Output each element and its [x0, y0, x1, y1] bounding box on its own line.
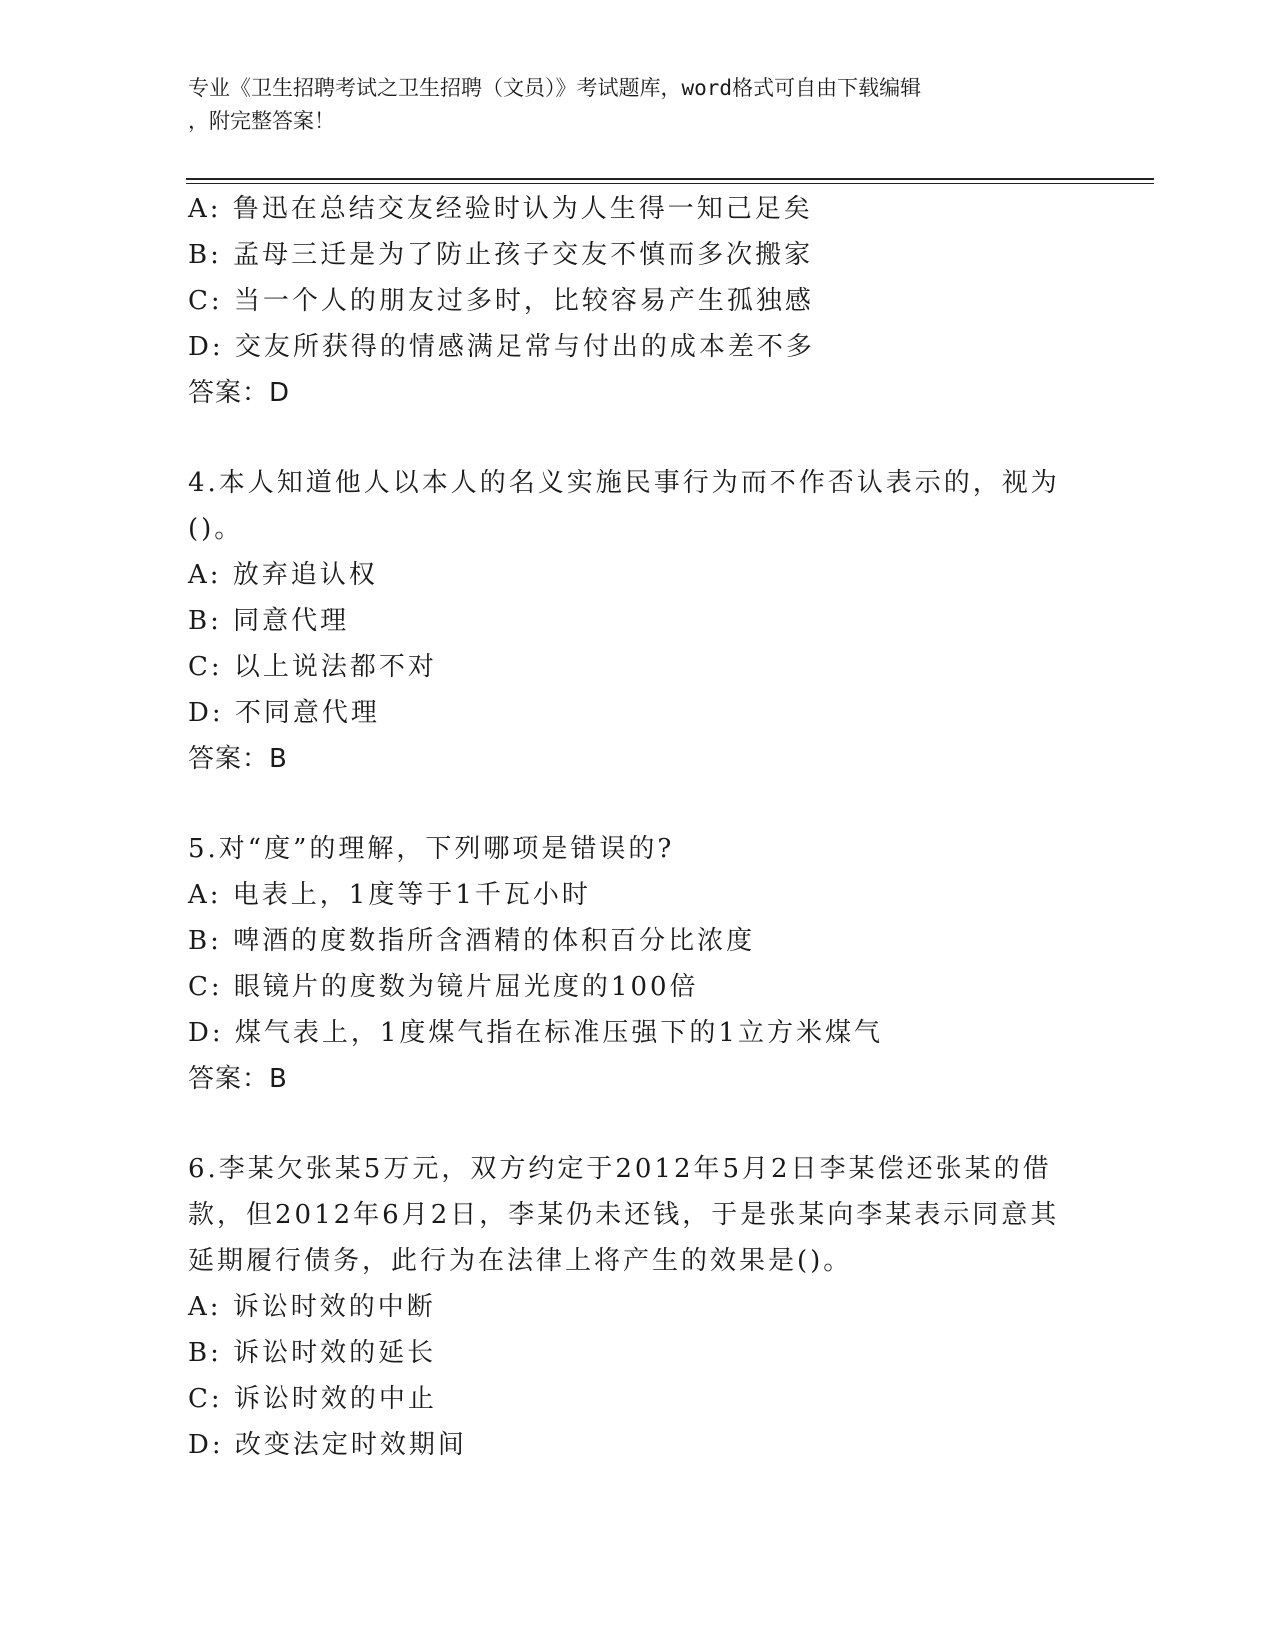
header-divider-thin	[186, 183, 1154, 184]
option-c: C: 眼镜片的度数为镜片屈光度的100倍	[188, 972, 699, 1002]
answer-label: 答案：B	[188, 744, 288, 774]
option-d: D: 改变法定时效期间	[188, 1430, 467, 1460]
question-stem-continued: 延期履行债务，此行为在法律上将产生的效果是()。	[188, 1246, 853, 1276]
question-5	[188, 826, 1088, 1102]
question-6	[188, 1146, 1088, 1468]
option-c: C: 诉讼时效的中止	[188, 1384, 437, 1414]
option-c: C: 以上说法都不对	[188, 652, 437, 682]
header-divider-thick	[186, 178, 1154, 180]
spacer	[188, 416, 1088, 460]
document-header	[188, 72, 1068, 138]
option-a: A: 诉讼时效的中断	[188, 1292, 436, 1322]
option-a: A: 电表上，1度等于1千瓦小时	[188, 880, 591, 910]
option-c: C: 当一个人的朋友过多时，比较容易产生孤独感	[188, 286, 814, 316]
question-stem: 6.李某欠张某5万元，双方约定于2012年5月2日李某偿还张某的借	[188, 1154, 1052, 1184]
option-d: D: 交友所获得的情感满足常与付出的成本差不多	[188, 332, 815, 362]
option-d: D: 不同意代理	[188, 698, 380, 728]
spacer	[188, 1102, 1088, 1146]
option-d: D: 煤气表上，1度煤气指在标准压强下的1立方米煤气	[188, 1018, 883, 1048]
header-line-1: 专业《卫生招聘考试之卫生招聘（文员）》考试题库，word格式可自由下载编辑	[188, 76, 922, 100]
question-stem: 4.本人知道他人以本人的名义实施民事行为而不作否认表示的，视为	[188, 468, 1060, 498]
option-a: A: 放弃追认权	[188, 560, 378, 590]
answer-label: 答案：B	[188, 1064, 288, 1094]
header-line-2: ，附完整答案！	[188, 109, 335, 133]
option-b: B: 同意代理	[188, 606, 350, 636]
question-3	[188, 186, 1088, 416]
question-stem-continued: 款，但2012年6月2日，李某仍未还钱，于是张某向李某表示同意其	[188, 1200, 1060, 1230]
spacer	[188, 782, 1088, 826]
option-b: B: 孟母三迁是为了防止孩子交友不慎而多次搬家	[188, 240, 814, 270]
option-a: A: 鲁迅在总结交友经验时认为人生得一知己足矣	[188, 194, 813, 224]
option-b: B: 啤酒的度数指所含酒精的体积百分比浓度	[188, 926, 756, 956]
question-stem-continued: ()。	[188, 514, 244, 544]
question-list	[188, 186, 1088, 1468]
answer-label: 答案：D	[188, 378, 291, 408]
option-b: B: 诉讼时效的延长	[188, 1338, 437, 1368]
question-4	[188, 460, 1088, 782]
question-stem: 5.对“度”的理解，下列哪项是错误的?	[188, 834, 675, 864]
